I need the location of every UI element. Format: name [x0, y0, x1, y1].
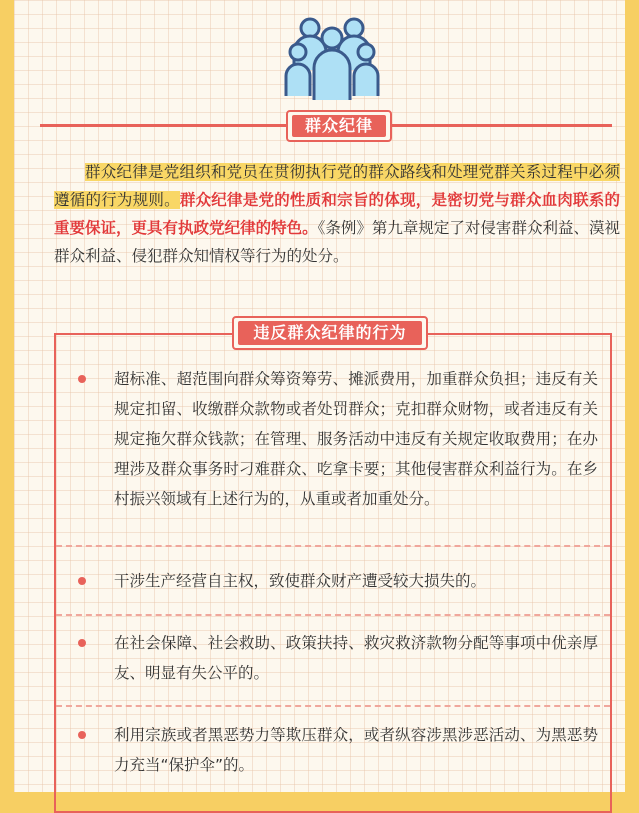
list-item-text: 在社会保障、社会救助、政策扶持、救灾救济款物分配等事项中优亲厚友、明显有失公平的。	[114, 634, 598, 682]
list-item-text: 干涉生产经营自主权，致使群众财产遭受较大损失的。	[114, 572, 487, 590]
item-divider	[56, 614, 610, 616]
bullet-icon	[78, 731, 86, 739]
content-card	[14, 0, 625, 792]
list-item	[70, 364, 598, 534]
bullet-icon	[78, 639, 86, 647]
title-divider-left	[40, 124, 286, 127]
section-title-box	[232, 316, 428, 350]
bullet-icon	[78, 577, 86, 585]
intro-rest: 《条例》第九章规定了对侵害群众利益、漠视群众利益、侵犯群众知情权等行为的处分。	[54, 219, 620, 265]
title-box	[286, 110, 392, 142]
page-title: 群众纪律	[292, 115, 386, 137]
list-item	[70, 720, 598, 784]
title-divider-right	[392, 124, 612, 127]
section-title: 违反群众纪律的行为	[238, 321, 422, 345]
list-item-text: 利用宗族或者黑恶势力等欺压群众，或者纵容涉黑涉恶活动、为黑恶势力充当“保护伞”的。	[114, 726, 598, 774]
intro-highlight: 群众纪律是党组织和党员在贯彻执行党的群众路线和处理党群关系过程中必须遵循的行为规则。	[54, 163, 620, 209]
item-divider	[56, 545, 610, 547]
list-item	[70, 628, 598, 692]
people-group-icon	[284, 12, 380, 104]
list-item	[70, 566, 598, 600]
list-item-text: 超标准、超范围向群众筹资筹劳、摊派费用，加重群众负担；违反有关规定扣留、收缴群众款物或者处罚群众；克扣群众财物，或者违反有关规定拖欠群众钱款；在管理、服务活动中违反有关规定收取费用；在办理涉及群众事务时刁难群众、吃拿卡要；其他侵害群众利益行为。在乡村振兴领域有上述行为的，从重或者加重处分。	[114, 370, 598, 508]
bullet-icon	[78, 375, 86, 383]
title-banner	[40, 108, 612, 144]
intro-paragraph	[54, 158, 620, 270]
intro-emphasis: 群众纪律是党的性质和宗旨的体现，是密切党与群众血肉联系的重要保证，更具有执政党纪律的特色。	[54, 191, 620, 237]
item-divider	[56, 705, 610, 707]
